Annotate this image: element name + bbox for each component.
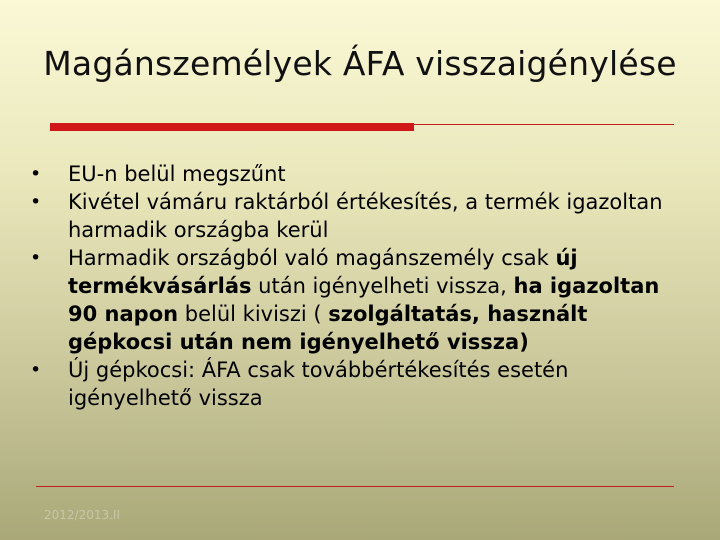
slide-title: Magánszemélyek ÁFA visszaigénylése — [43, 44, 677, 83]
bullet-item — [30, 160, 670, 188]
title-underline-thick — [50, 123, 414, 131]
bullet-dot-icon: • — [30, 359, 42, 381]
bullet-dot-icon: • — [30, 163, 42, 185]
bullet-text: Kivétel vámáru raktárból értékesítés, a termék igazoltan harmadik országba kerül — [68, 190, 663, 242]
bullet-text: EU-n belül megszűnt — [68, 162, 286, 186]
title-underline-thin — [414, 124, 674, 125]
bullet-text-bold: ha igazoltan 90 napon — [68, 274, 660, 326]
bullet-list — [30, 160, 670, 412]
bullet-text: Új gépkocsi: ÁFA csak továbbértékesítés esetén igényelhető vissza — [68, 358, 569, 410]
footer-divider — [36, 486, 674, 487]
footer-text: 2012/2013.II — [44, 508, 121, 522]
bullet-item — [30, 356, 670, 412]
bullet-text-bold: szolgáltatás, használt gépkocsi után nem igényelhető vissza) — [68, 302, 588, 354]
bullet-item — [30, 244, 670, 356]
bullet-dot-icon: • — [30, 191, 42, 213]
bullet-text: Harmadik országból való magánszemély csak — [68, 246, 556, 270]
bullet-item — [30, 188, 670, 244]
bullet-dot-icon: • — [30, 247, 42, 269]
bullet-text-bold: új termékvásárlás — [68, 246, 578, 298]
bullet-text: belül kiviszi ( — [178, 302, 329, 326]
bullet-text: után igényelheti vissza, — [251, 274, 514, 298]
